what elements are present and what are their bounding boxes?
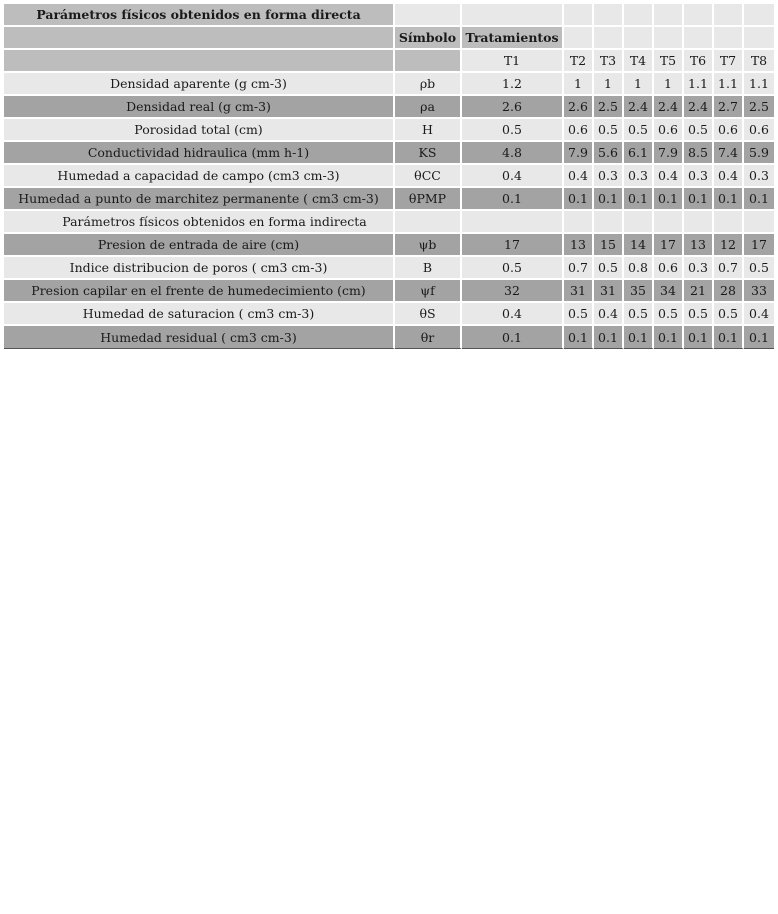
value-cell: 31 [564,280,594,303]
value-cell: 0.8 [624,257,654,280]
row-label: Presion de entrada de aire (cm) [4,234,395,257]
row-symbol: ψf [395,280,462,303]
row-symbol: ψb [395,234,462,257]
table-row [4,142,774,165]
treatment-header: T3 [594,50,624,73]
row-label: Porosidad total (cm) [4,119,395,142]
value-cell: 0.4 [744,303,774,326]
empty-cell [624,4,654,27]
value-cell: 21 [684,280,714,303]
treatment-header: T7 [714,50,744,73]
row-symbol: ρa [395,96,462,119]
value-cell: 0.5 [684,303,714,326]
value-cell: 0.5 [624,119,654,142]
value-cell: 35 [624,280,654,303]
value-cell: 0.4 [654,165,684,188]
value-cell: 2.5 [594,96,624,119]
empty-cell [462,4,564,27]
value-cell: 0.5 [564,303,594,326]
empty-cell [714,4,744,27]
value-cell: 31 [594,280,624,303]
value-cell: 0.6 [654,119,684,142]
empty-cell [654,211,684,234]
empty-cell [395,50,462,73]
empty-cell [564,27,594,50]
value-cell: 17 [744,234,774,257]
row-symbol: B [395,257,462,280]
row-label: Densidad real (g cm-3) [4,96,395,119]
value-cell: 0.1 [744,326,774,349]
table-body [4,4,774,349]
treatments-header: Tratamientos [462,27,564,50]
empty-cell [594,4,624,27]
parameters-table [4,4,774,349]
value-cell: 0.3 [684,257,714,280]
empty-cell [462,211,564,234]
value-cell: 0.3 [684,165,714,188]
table-row [4,257,774,280]
empty-cell [395,4,462,27]
treatment-header: T2 [564,50,594,73]
section-title: Parámetros físicos obtenidos en forma indirecta [4,211,395,234]
table-title: Parámetros físicos obtenidos en forma directa [4,4,395,27]
value-cell: 0.6 [564,119,594,142]
value-cell: 0.3 [624,165,654,188]
row-symbol: KS [395,142,462,165]
row-label: Indice distribucion de poros ( cm3 cm-3) [4,257,395,280]
value-cell: 1.1 [744,73,774,96]
value-cell: 2.6 [462,96,564,119]
value-cell: 0.5 [462,257,564,280]
row-label: Humedad de saturacion ( cm3 cm-3) [4,303,395,326]
value-cell: 2.7 [714,96,744,119]
empty-cell [744,211,774,234]
value-cell: 0.1 [564,188,594,211]
value-cell: 0.1 [744,188,774,211]
value-cell: 1 [654,73,684,96]
table-row [4,73,774,96]
value-cell: 0.7 [714,257,744,280]
value-cell: 5.9 [744,142,774,165]
table-row [4,188,774,211]
value-cell: 4.8 [462,142,564,165]
table-row [4,326,774,349]
value-cell: 2.5 [744,96,774,119]
empty-cell [594,27,624,50]
empty-cell [654,27,684,50]
empty-cell [744,4,774,27]
value-cell: 17 [654,234,684,257]
row-symbol: θS [395,303,462,326]
table-row [4,165,774,188]
value-cell: 0.1 [654,326,684,349]
empty-cell [684,4,714,27]
value-cell: 33 [744,280,774,303]
value-cell: 0.5 [654,303,684,326]
empty-cell [684,27,714,50]
empty-cell [4,50,395,73]
value-cell: 7.9 [564,142,594,165]
value-cell: 28 [714,280,744,303]
header-row [4,27,774,50]
value-cell: 0.5 [594,119,624,142]
empty-cell [564,211,594,234]
value-cell: 0.4 [462,303,564,326]
value-cell: 1 [594,73,624,96]
row-label: Conductividad hidraulica (mm h-1) [4,142,395,165]
value-cell: 0.1 [462,326,564,349]
table-row [4,96,774,119]
value-cell: 6.1 [624,142,654,165]
value-cell: 0.6 [654,257,684,280]
value-cell: 0.1 [624,188,654,211]
value-cell: 1.2 [462,73,564,96]
treatment-header: T4 [624,50,654,73]
empty-cell [714,27,744,50]
treatment-header: T1 [462,50,564,73]
empty-cell [594,211,624,234]
value-cell: 0.1 [654,188,684,211]
empty-cell [654,4,684,27]
value-cell: 0.5 [624,303,654,326]
row-label: Densidad aparente (g cm-3) [4,73,395,96]
value-cell: 0.1 [594,188,624,211]
value-cell: 0.5 [462,119,564,142]
value-cell: 1 [624,73,654,96]
empty-cell [395,211,462,234]
value-cell: 2.4 [684,96,714,119]
value-cell: 15 [594,234,624,257]
row-symbol: θPMP [395,188,462,211]
value-cell: 0.7 [564,257,594,280]
value-cell: 0.1 [684,326,714,349]
value-cell: 0.1 [684,188,714,211]
row-label: Humedad a capacidad de campo (cm3 cm-3) [4,165,395,188]
value-cell: 0.1 [462,188,564,211]
value-cell: 2.4 [654,96,684,119]
value-cell: 0.5 [594,257,624,280]
treatment-header: T6 [684,50,714,73]
value-cell: 0.3 [744,165,774,188]
value-cell: 0.5 [744,257,774,280]
value-cell: 32 [462,280,564,303]
table-row [4,280,774,303]
row-symbol: θr [395,326,462,349]
value-cell: 5.6 [594,142,624,165]
value-cell: 0.4 [564,165,594,188]
empty-cell [684,211,714,234]
row-symbol: ρb [395,73,462,96]
treatment-header: T5 [654,50,684,73]
table-row [4,234,774,257]
value-cell: 0.1 [564,326,594,349]
value-cell: 0.4 [594,303,624,326]
value-cell: 2.4 [624,96,654,119]
section-row [4,211,774,234]
empty-cell [624,211,654,234]
row-symbol: H [395,119,462,142]
value-cell: 8.5 [684,142,714,165]
value-cell: 0.6 [744,119,774,142]
row-label: Presion capilar en el frente de humedecimiento (cm) [4,280,395,303]
treatment-header: T8 [744,50,774,73]
value-cell: 12 [714,234,744,257]
value-cell: 0.3 [594,165,624,188]
symbol-header: Símbolo [395,27,462,50]
value-cell: 34 [654,280,684,303]
value-cell: 1 [564,73,594,96]
value-cell: 0.1 [624,326,654,349]
value-cell: 2.6 [564,96,594,119]
row-symbol: θCC [395,165,462,188]
empty-cell [714,211,744,234]
empty-cell [624,27,654,50]
row-label: Humedad residual ( cm3 cm-3) [4,326,395,349]
value-cell: 0.1 [594,326,624,349]
value-cell: 0.1 [714,326,744,349]
value-cell: 0.6 [714,119,744,142]
value-cell: 0.1 [714,188,744,211]
value-cell: 1.1 [684,73,714,96]
empty-cell [744,27,774,50]
treatment-header-row [4,50,774,73]
value-cell: 7.9 [654,142,684,165]
table-row [4,303,774,326]
value-cell: 7.4 [714,142,744,165]
value-cell: 17 [462,234,564,257]
table-row [4,119,774,142]
title-row [4,4,774,27]
value-cell: 13 [684,234,714,257]
value-cell: 14 [624,234,654,257]
value-cell: 0.5 [684,119,714,142]
row-label: Humedad a punto de marchitez permanente ( cm3 cm-3) [4,188,395,211]
value-cell: 0.4 [462,165,564,188]
value-cell: 0.4 [714,165,744,188]
empty-cell [4,27,395,50]
value-cell: 1.1 [714,73,744,96]
value-cell: 13 [564,234,594,257]
empty-cell [564,4,594,27]
value-cell: 0.5 [714,303,744,326]
